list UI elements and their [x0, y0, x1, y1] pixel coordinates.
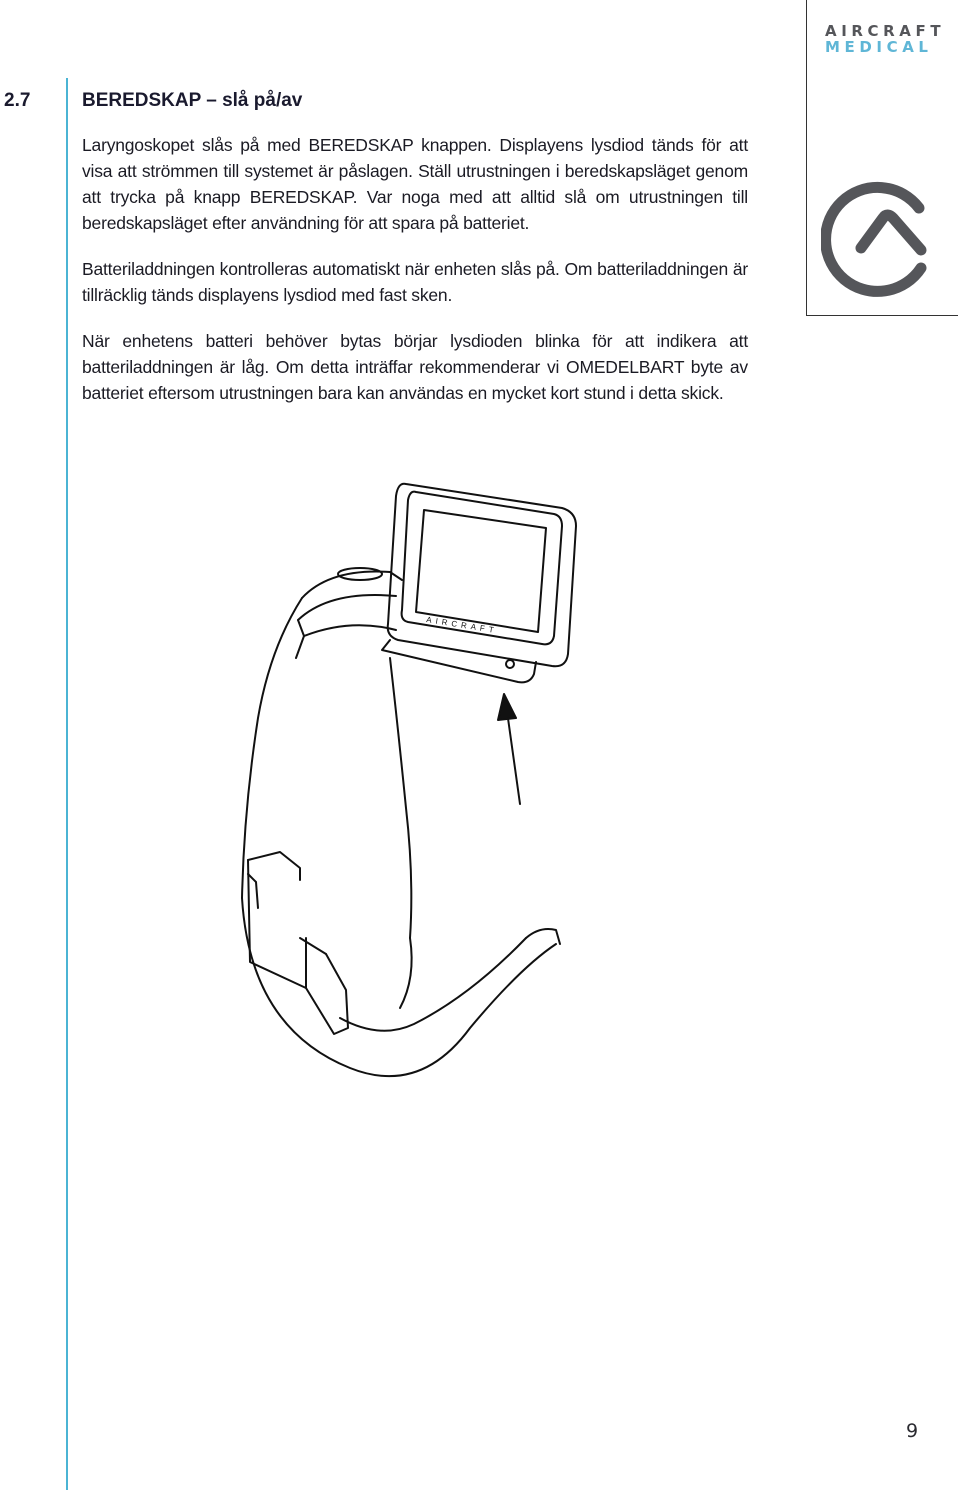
brand-name-line1: AIRCRAFT — [825, 22, 946, 40]
aircraft-medical-logo-icon — [821, 178, 945, 302]
page-number: 9 — [906, 1420, 919, 1442]
laryngoscope-illustration — [230, 468, 590, 1108]
paragraph-battery-check: Batteriladdningen kontrolleras automatiskt när enheten slås på. Om batteriladdningen är tillräcklig tänds displayens lysdiod med fast sken. — [82, 259, 748, 305]
section-title: BEREDSKAP – slå på/av — [82, 90, 303, 111]
device-brand-label: AIRCRAFT — [425, 615, 499, 636]
margin-rule — [66, 78, 68, 1490]
paragraph-battery-low: När enhetens batteri behöver bytas börjar lysdioden blinka för att indikera att batteriladdningen är låg. Om detta inträffar rekommenderar vi OMEDELBART byte av batteriet eftersom utrustningen bara kan användas en mycket kort stund i detta skick. — [82, 331, 748, 403]
section-number: 2.7 — [4, 90, 31, 111]
paragraph-standby-button: Laryngoskopet slås på med BEREDSKAP knappen. Displayens lysdiod tänds för att visa att strömmen till systemet är påslagen. Ställ utrustningen i beredskapsläget genom att trycka på knapp BEREDSKAP. Var noga med att alltid slå om utrustningen till beredskapsläget efter användning för att spara på batteriet. — [82, 135, 748, 233]
brand-panel — [806, 0, 958, 316]
brand-name-line2: MEDICAL — [825, 38, 933, 56]
